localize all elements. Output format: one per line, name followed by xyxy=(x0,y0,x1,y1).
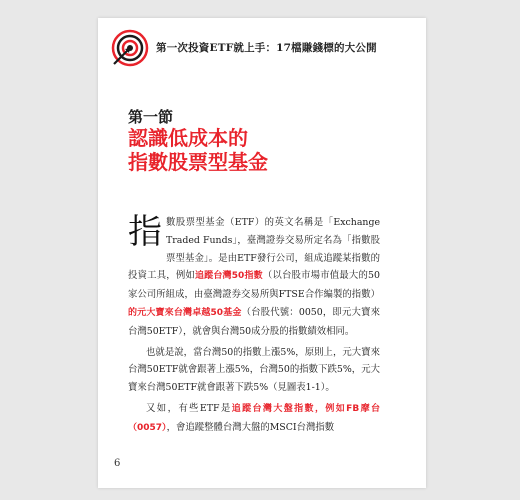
chapter-title-line2: 指數股票型基金 xyxy=(128,150,268,174)
paragraph-3-text-a: 又如，有些ETF是 xyxy=(146,402,232,414)
paragraph-2: 也就是說，當台灣50的指數上漲5%，原則上，元大寶來台灣50ETF就會跟著上漲5%，台灣50的指數下跌5%，元大寶來台灣50ETF就會跟著下跌5%（見圖表1-1）。 xyxy=(128,346,380,394)
book-page xyxy=(98,18,426,488)
section-label: 第一節 xyxy=(128,108,174,126)
highlight-fund-name: 的元大寶來台灣卓越50基金 xyxy=(128,307,242,318)
body-text xyxy=(128,214,380,438)
chapter-title-line1: 認識低成本的 xyxy=(128,126,248,150)
paragraph-3 xyxy=(128,400,380,438)
paragraph-1 xyxy=(128,214,380,341)
book-title: 第一次投資ETF就上手：17檔賺錢標的大公開 xyxy=(156,42,377,54)
target-icon xyxy=(110,28,150,68)
paragraph-1-text-c: （台股代號：0050，即元大寶來台灣50ETF），就會與台灣50成分股的指數績效相同。 xyxy=(128,306,380,337)
highlight-tracking-index: 追蹤台灣50指數 xyxy=(194,271,263,282)
paragraph-1-text-b: （以台股市場市值最大的50家公司所組成，由臺灣證券交易所與FTSE合作編製的指數） xyxy=(128,270,380,301)
drop-cap: 指 xyxy=(128,212,162,252)
page-number: 6 xyxy=(114,458,121,469)
paragraph-3-text-b: ，會追蹤整體台灣大盤的MSCI台灣指數 xyxy=(166,421,335,433)
page-header xyxy=(110,28,420,68)
highlight-market-index: 追蹤台灣大盤指數，例如FB摩台（0057） xyxy=(128,403,380,433)
paragraph-1-text-a: 數股票型基金（ETF）的英文名稱是「Exchange Traded Funds」，臺灣證券交易所定名為「指數股票型基金」。是由ETF發行公司，組成追蹤某指數的投資工具，例如 xyxy=(128,217,380,282)
chapter-title xyxy=(128,126,268,174)
